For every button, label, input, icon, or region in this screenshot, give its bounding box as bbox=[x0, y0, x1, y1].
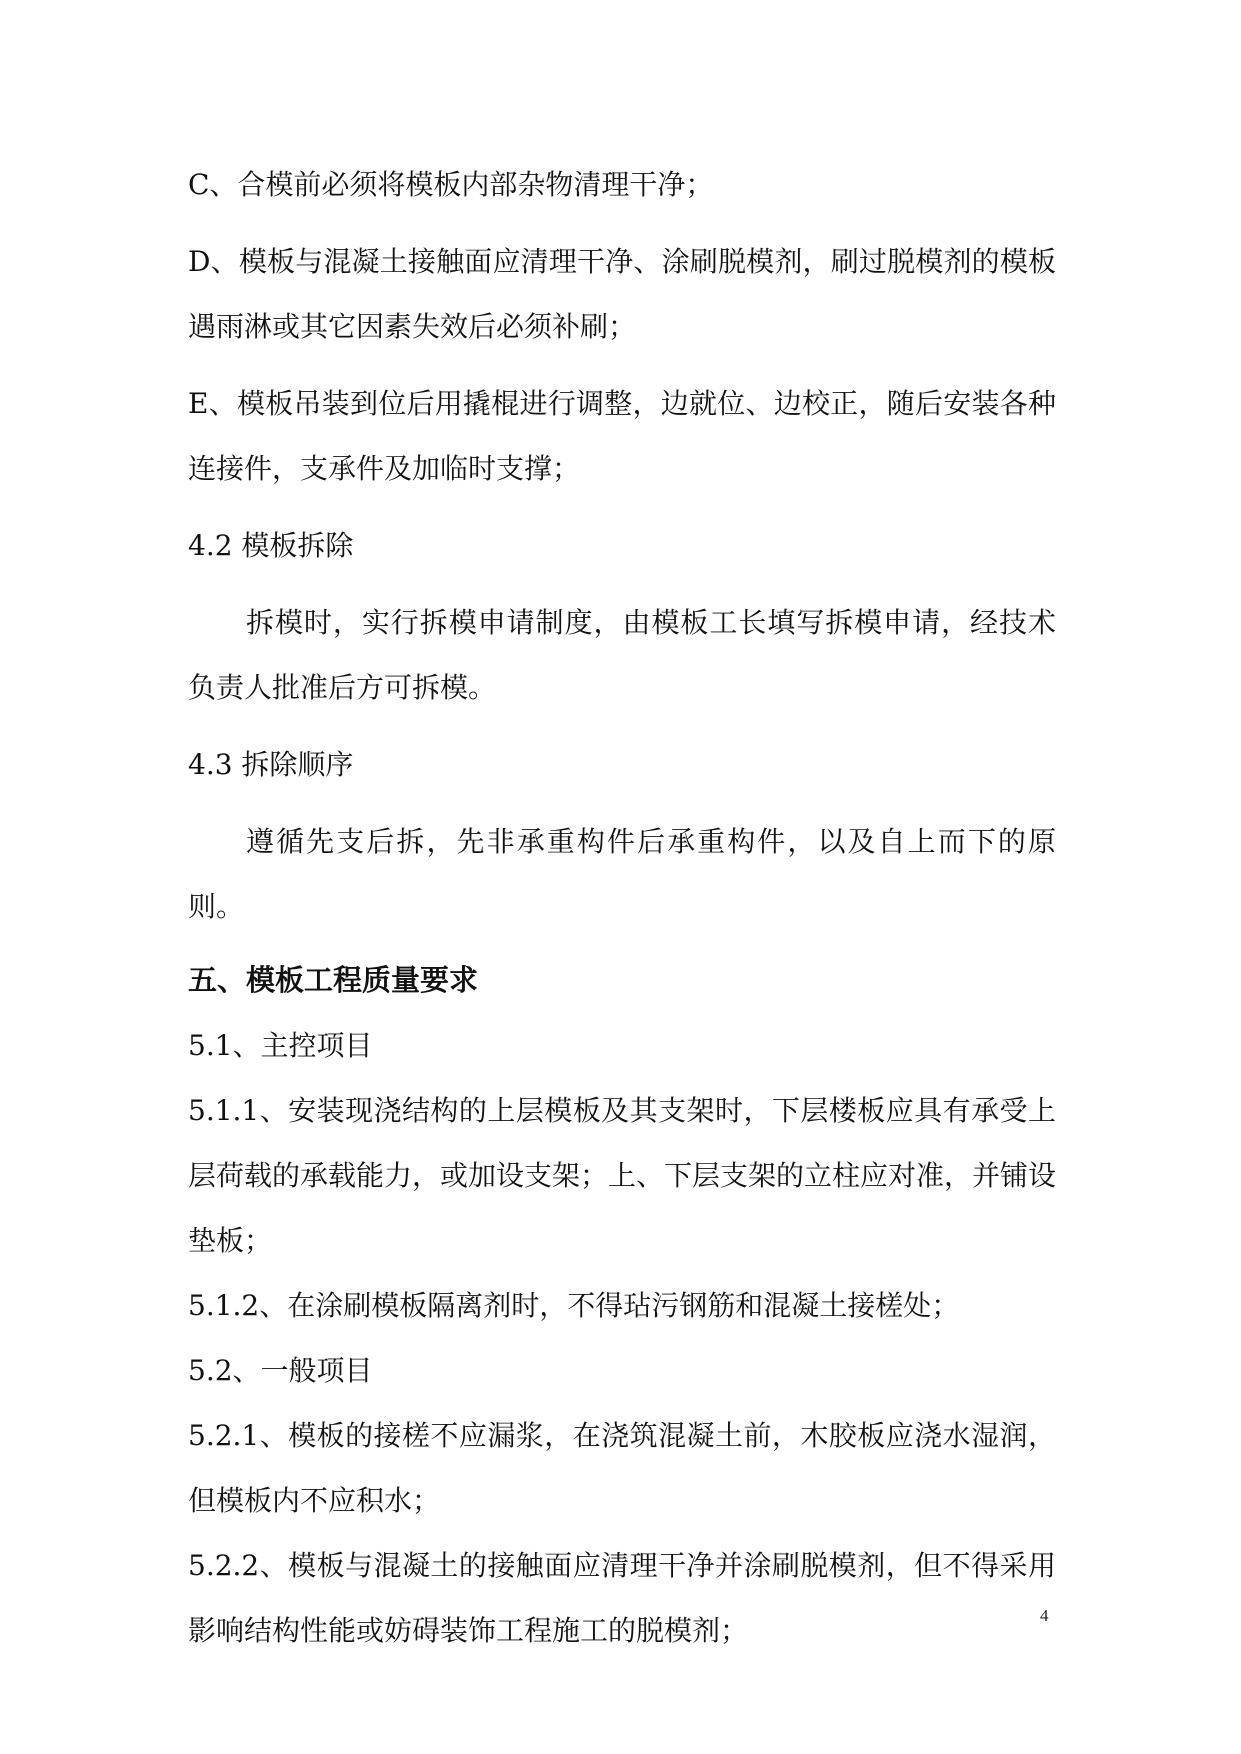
section-4-2-heading: 4.2 模板拆除 bbox=[188, 529, 354, 562]
page-content bbox=[188, 152, 1056, 1663]
item-e: E、模板吊装到位后用撬棍进行调整，边就位、边校正，随后安装各种连接件，支承件及加临时支撑； bbox=[188, 387, 1056, 485]
section-5-1-heading: 5.1、主控项目 bbox=[188, 1029, 373, 1062]
section-5-2-1: 5.2.1、模板的接槎不应漏浆，在浇筑混凝土前，木胶板应浇水湿润，但模板内不应积水； bbox=[188, 1419, 1056, 1517]
section-4-3-heading: 4.3 拆除顺序 bbox=[188, 748, 354, 781]
section-5-title: 五、模板工程质量要求 bbox=[188, 963, 479, 997]
section-5-2-2: 5.2.2、模板与混凝土的接触面应清理干净并涂刷脱模剂，但不得采用影响结构性能或妨碍装饰工程施工的脱模剂； bbox=[188, 1549, 1056, 1647]
section-5-1-1: 5.1.1、安装现浇结构的上层模板及其支架时，下层楼板应具有承受上层荷载的承载能力，或加设支架；上、下层支架的立柱应对准，并铺设垫板； bbox=[188, 1094, 1057, 1257]
item-d: D、模板与混凝土接触面应清理干净、涂刷脱模剂，刷过脱模剂的模板遇雨淋或其它因素失效后必须补刷； bbox=[188, 245, 1056, 343]
section-5-1-2: 5.1.2、在涂刷模板隔离剂时，不得玷污钢筋和混凝土接槎处； bbox=[188, 1289, 960, 1322]
page-number: 4 bbox=[1040, 1606, 1049, 1625]
section-5-2-heading: 5.2、一般项目 bbox=[188, 1354, 373, 1387]
section-4-3-body: 遵循先支后拆，先非承重构件后承重构件，以及自上而下的原则。 bbox=[188, 825, 1056, 923]
item-c: C、合模前必须将模板内部杂物清理干净； bbox=[188, 168, 714, 201]
section-4-2-body: 拆模时，实行拆模申请制度，由模板工长填写拆模申请，经技术负责人批准后方可拆模。 bbox=[188, 606, 1056, 704]
